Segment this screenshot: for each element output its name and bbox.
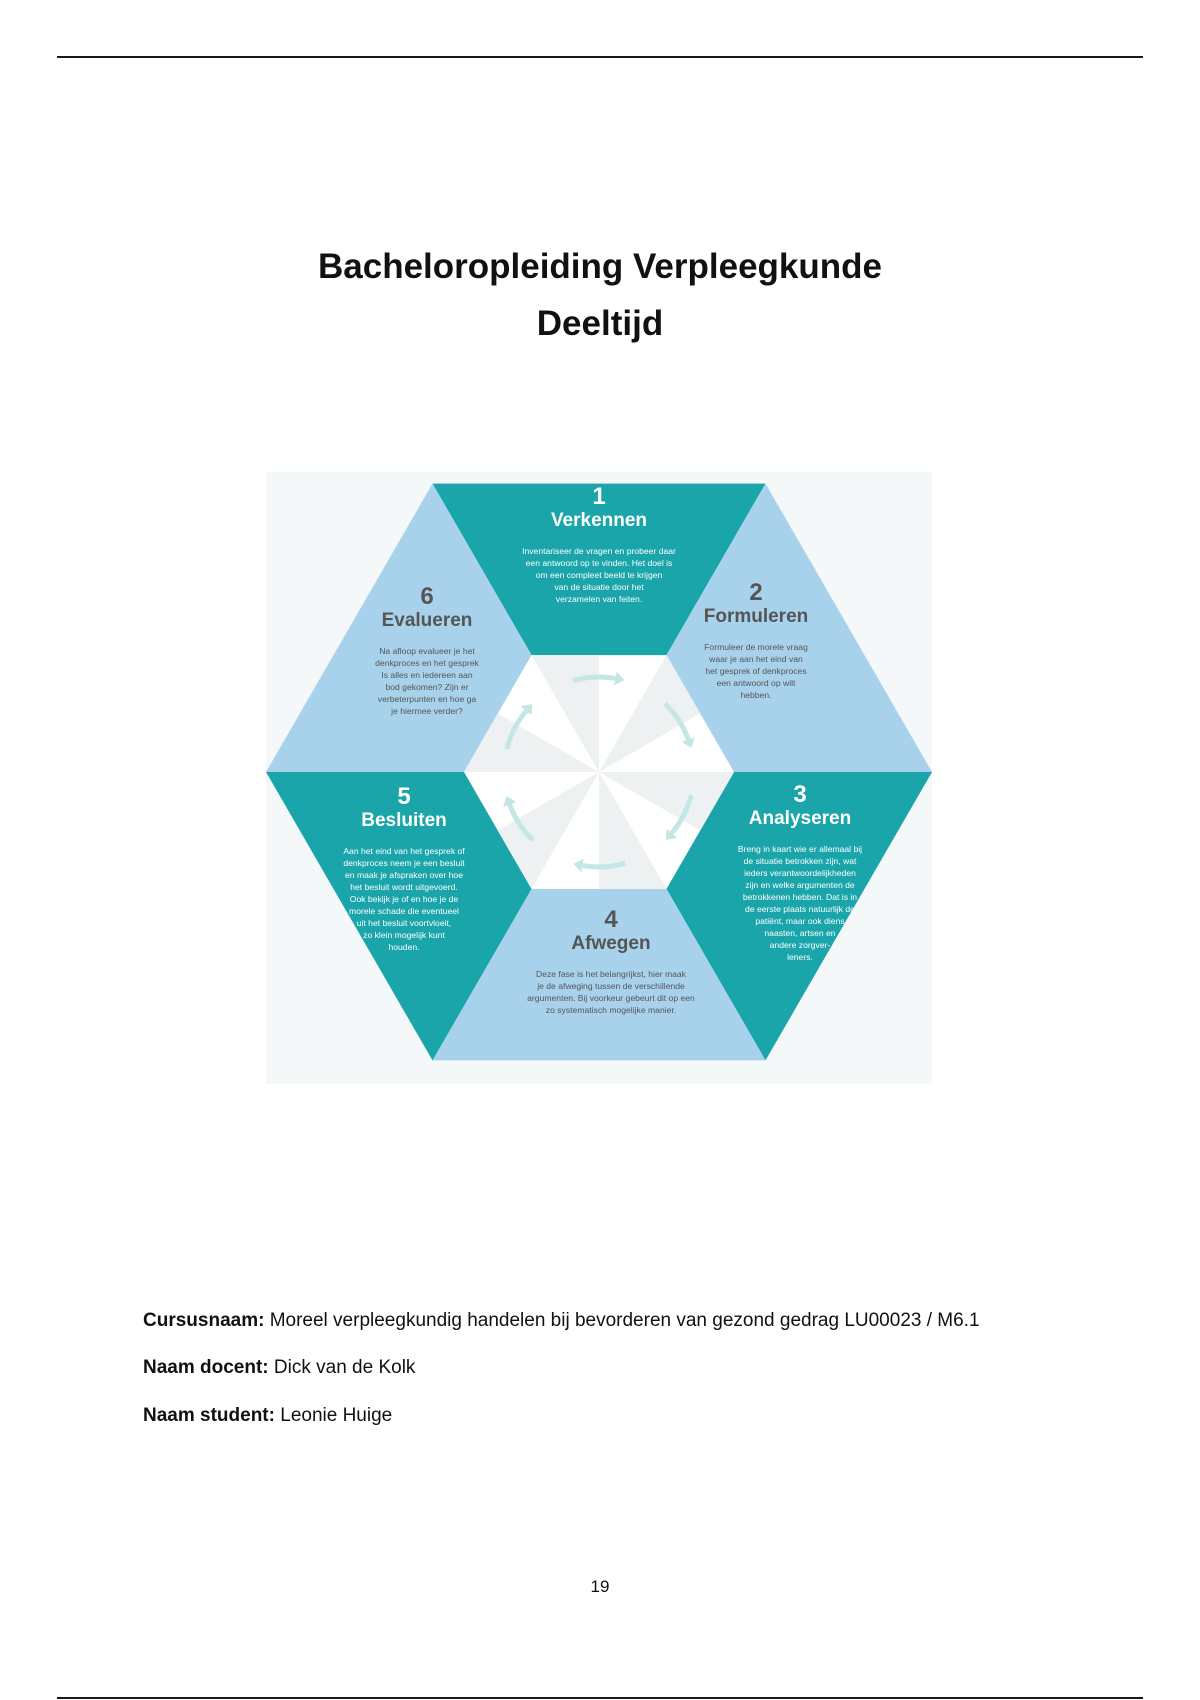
title-line-2: Deeltijd: [536, 304, 664, 343]
title-line-1: Bacheloropleiding Verpleegkunde: [317, 247, 883, 286]
segment-description-line: de eerste plaats natuurlijk de: [745, 904, 855, 914]
segment-description-line: naasten, artsen en: [764, 928, 836, 938]
page-number: 19: [590, 1577, 610, 1596]
segment-description-line: Is alles en iedereen aan: [381, 670, 473, 680]
segment-description-line: om een compleet beeld te krijgen: [535, 570, 663, 580]
course-line: [143, 1308, 1103, 1334]
segment-description-line: Ook bekijk je of en hoe je de: [349, 894, 459, 904]
segment-description-line: verbeterpunten en hoe ga: [377, 694, 477, 704]
segment-name: Afwegen: [571, 933, 651, 954]
segment-number: 2: [749, 579, 763, 606]
teacher-value: Dick van de Kolk: [268, 1357, 416, 1378]
teacher-line: [143, 1355, 1103, 1381]
segment-description-line: waar je aan het eind van: [709, 654, 803, 664]
segment-name: Formuleren: [703, 606, 809, 627]
segment-name: Besluiten: [361, 810, 447, 831]
segment-description-line: de situatie betrokken zijn, wat: [743, 856, 857, 866]
course-value: Moreel verpleegkundig handelen bij bevorderen van gezond gedrag LU00023 / M6.1: [264, 1310, 980, 1331]
segment-description-line: het gesprek of denkproces: [705, 666, 807, 676]
segment-description-line: je hiermee verder?: [391, 706, 463, 716]
moral-deliberation-hexagon: [266, 472, 932, 1084]
segment-description-line: ieders verantwoordelijkheden: [744, 868, 856, 878]
segment-description-line: een antwoord op te vinden. Het doel is: [525, 558, 673, 568]
segment-description-line: verzamelen van feiten.: [555, 594, 643, 604]
segment-description-line: hebben.: [740, 690, 772, 700]
segment-name: Evalueren: [381, 610, 473, 631]
segment-description-line: betrokkenen hebben. Dat is in: [742, 892, 858, 902]
segment-description-line: het besluit wordt uitgevoerd.: [350, 882, 458, 892]
course-label: Cursusnaam:: [143, 1310, 265, 1331]
segment-description-line: Deze fase is het belangrijkst, hier maak: [536, 969, 686, 979]
segment-description-line: andere zorgver-: [769, 940, 831, 950]
segment-description-line: Aan het eind van het gesprek of: [343, 846, 465, 856]
segment-description-line: een antwoord op wilt: [716, 678, 796, 688]
segment-number: 1: [592, 483, 606, 510]
segment-description-line: denkproces neem je een besluit: [343, 858, 465, 868]
segment-description-line: zo systematisch mogelijke manier.: [545, 1005, 677, 1015]
segment-description-line: van de situatie door het: [554, 582, 644, 592]
segment-description-line: Formuleer de morele vraag: [704, 642, 808, 652]
segment-number: 4: [604, 906, 618, 933]
segment-description-line: Inventariseer de vragen en probeer daar: [522, 546, 676, 556]
segment-description-line: zo klein mogelijk kunt: [363, 930, 445, 940]
segment-name: Verkennen: [550, 510, 648, 531]
segment-description-line: je de afweging tussen de verschillende: [537, 981, 685, 991]
segment-description-line: zijn en welke argumenten de: [745, 880, 855, 890]
header-rule: [57, 56, 1143, 58]
segment-description-line: en maak je afspraken over hoe: [345, 870, 463, 880]
segment-description-line: bod gekomen? Zijn er: [385, 682, 469, 692]
segment-description-line: Breng in kaart wie er allemaal bij: [737, 844, 863, 854]
student-value: Leonie Huige: [274, 1405, 393, 1426]
student-line: [143, 1403, 1103, 1429]
segment-description-line: leners.: [787, 952, 813, 962]
segment-description-line: houden.: [388, 942, 420, 952]
segment-description-line: morele schade die eventueel: [349, 906, 459, 916]
hexagon-diagram: [266, 472, 932, 1084]
footer-rule: [57, 1697, 1143, 1699]
segment-number: 3: [793, 781, 807, 808]
segment-description-line: denkproces en het gesprek: [375, 658, 479, 668]
segment-description-line: Na afloop evalueer je het: [379, 646, 475, 656]
segment-number: 6: [420, 583, 434, 610]
segment-description-line: patiënt, maar ook diens: [755, 916, 845, 926]
segment-description-line: argumenten. Bij voorkeur gebeurt dit op een: [527, 993, 695, 1003]
segment-number: 5: [397, 783, 411, 810]
student-label: Naam student:: [143, 1405, 275, 1426]
segment-name: Analyseren: [748, 808, 852, 829]
segment-description-line: uit het besluit voortvloeit,: [356, 918, 452, 928]
teacher-label: Naam docent:: [143, 1357, 269, 1378]
page-title: [0, 238, 1200, 352]
